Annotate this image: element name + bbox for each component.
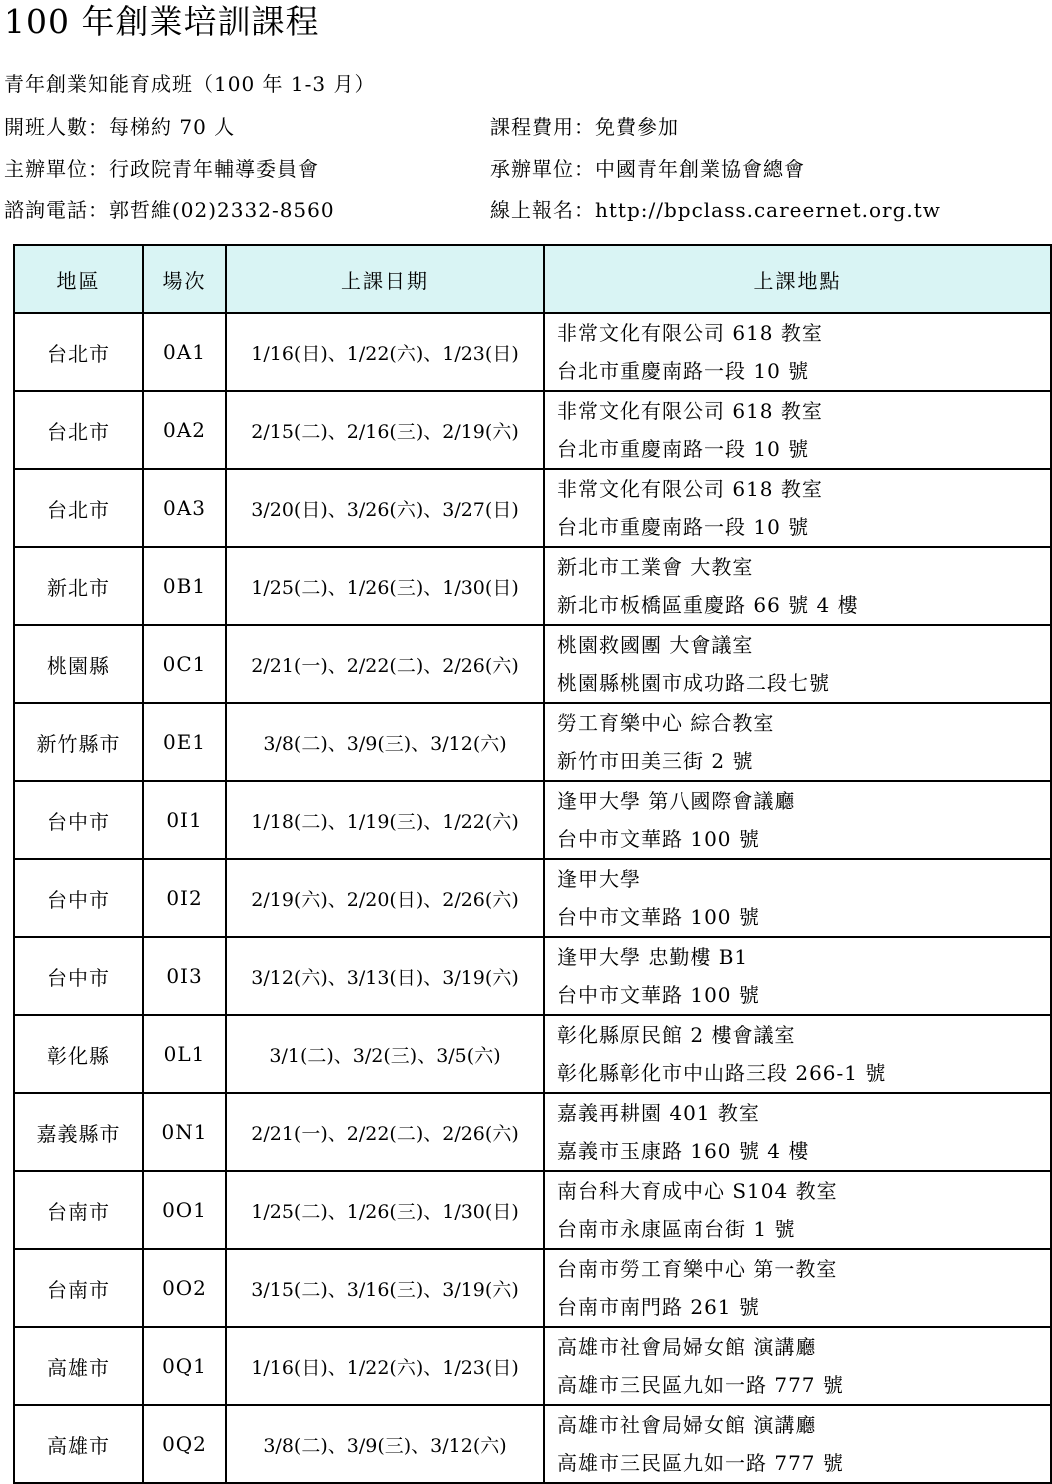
location-cell: [544, 313, 1051, 391]
region-cell: 新竹縣市: [14, 703, 143, 781]
table-row: [14, 625, 1051, 703]
table-row: [14, 1405, 1051, 1483]
table-row: [14, 937, 1051, 1015]
page-title: 100 年創業培訓課程: [4, 2, 320, 41]
venue-name: 逢甲大學: [557, 867, 641, 891]
venue-address: 台中市文華路 100 號: [557, 905, 760, 929]
header-session: 場次: [143, 245, 226, 313]
region-cell: 桃園縣: [14, 625, 143, 703]
region-cell: 台北市: [14, 391, 143, 469]
region-cell: 高雄市: [14, 1405, 143, 1483]
location-cell: [544, 1405, 1051, 1483]
session-cell: 0A2: [143, 391, 226, 469]
location-cell: [544, 703, 1051, 781]
phone-info: 諮詢電話：郭哲維(02)2332-8560: [4, 198, 335, 222]
location-cell: [544, 781, 1051, 859]
schedule-table: [13, 244, 1052, 1484]
header-dates: 上課日期: [226, 245, 544, 313]
table-row: [14, 1015, 1051, 1093]
session-cell: 0E1: [143, 703, 226, 781]
region-cell: 台南市: [14, 1171, 143, 1249]
region-cell: 高雄市: [14, 1327, 143, 1405]
course-subtitle: 青年創業知能育成班（100 年 1-3 月）: [4, 72, 376, 96]
session-cell: 0B1: [143, 547, 226, 625]
venue-name: 新北市工業會 大教室: [557, 555, 754, 579]
venue-name: 非常文化有限公司 618 教室: [557, 477, 823, 501]
region-cell: 台中市: [14, 937, 143, 1015]
location-cell: [544, 1171, 1051, 1249]
session-cell: 0Q2: [143, 1405, 226, 1483]
table-row: [14, 1093, 1051, 1171]
session-cell: 0A3: [143, 469, 226, 547]
venue-address: 台中市文華路 100 號: [557, 983, 760, 1007]
location-cell: [544, 1093, 1051, 1171]
venue-address: 新北市板橋區重慶路 66 號 4 樓: [557, 593, 859, 617]
class-size-info: 開班人數：每梯約 70 人: [4, 115, 236, 139]
region-cell: 彰化縣: [14, 1015, 143, 1093]
location-cell: [544, 391, 1051, 469]
session-cell: 0I3: [143, 937, 226, 1015]
dates-cell: 3/15(二)、3/16(三)、3/19(六): [226, 1249, 544, 1327]
table-row: [14, 1171, 1051, 1249]
venue-name: 彰化縣原民館 2 樓會議室: [557, 1023, 796, 1047]
dates-cell: 2/19(六)、2/20(日)、2/26(六): [226, 859, 544, 937]
region-cell: 台北市: [14, 469, 143, 547]
venue-name: 嘉義再耕園 401 教室: [557, 1101, 760, 1125]
venue-address: 高雄市三民區九如一路 777 號: [557, 1451, 844, 1475]
session-cell: 0L1: [143, 1015, 226, 1093]
venue-name: 桃園救國團 大會議室: [557, 633, 754, 657]
location-cell: [544, 547, 1051, 625]
venue-address: 台北市重慶南路一段 10 號: [557, 359, 810, 383]
table-row: [14, 859, 1051, 937]
region-cell: 台中市: [14, 781, 143, 859]
region-cell: 嘉義縣市: [14, 1093, 143, 1171]
location-cell: [544, 937, 1051, 1015]
region-cell: 台中市: [14, 859, 143, 937]
venue-address: 桃園縣桃園市成功路二段七號: [557, 671, 830, 695]
venue-address: 台南市永康區南台街 1 號: [557, 1217, 796, 1241]
venue-address: 台北市重慶南路一段 10 號: [557, 515, 810, 539]
session-cell: 0O2: [143, 1249, 226, 1327]
region-cell: 台南市: [14, 1249, 143, 1327]
location-cell: [544, 469, 1051, 547]
registration-info: 線上報名：http://bpclass.careernet.org.tw: [490, 198, 941, 222]
dates-cell: 2/15(二)、2/16(三)、2/19(六): [226, 391, 544, 469]
region-cell: 台北市: [14, 313, 143, 391]
co-organizer-info: 承辦單位：中國青年創業協會總會: [490, 157, 805, 181]
header-region: 地區: [14, 245, 143, 313]
session-cell: 0A1: [143, 313, 226, 391]
venue-address: 台北市重慶南路一段 10 號: [557, 437, 810, 461]
dates-cell: 2/21(一)、2/22(二)、2/26(六): [226, 1093, 544, 1171]
dates-cell: 1/25(二)、1/26(三)、1/30(日): [226, 1171, 544, 1249]
dates-cell: 1/16(日)、1/22(六)、1/23(日): [226, 1327, 544, 1405]
dates-cell: 2/21(一)、2/22(二)、2/26(六): [226, 625, 544, 703]
location-cell: [544, 1015, 1051, 1093]
session-cell: 0C1: [143, 625, 226, 703]
venue-name: 勞工育樂中心 綜合教室: [557, 711, 775, 735]
venue-address: 台南市南門路 261 號: [557, 1295, 760, 1319]
dates-cell: 3/12(六)、3/13(日)、3/19(六): [226, 937, 544, 1015]
table-row: [14, 1327, 1051, 1405]
venue-name: 南台科大育成中心 S104 教室: [557, 1179, 838, 1203]
venue-address: 高雄市三民區九如一路 777 號: [557, 1373, 844, 1397]
location-cell: [544, 625, 1051, 703]
venue-name: 逢甲大學 忠勤樓 B1: [557, 945, 749, 969]
venue-address: 嘉義市玉康路 160 號 4 樓: [557, 1139, 810, 1163]
venue-address: 彰化縣彰化市中山路三段 266-1 號: [557, 1061, 887, 1085]
venue-name: 非常文化有限公司 618 教室: [557, 399, 823, 423]
dates-cell: 3/8(二)、3/9(三)、3/12(六): [226, 1405, 544, 1483]
venue-address: 台中市文華路 100 號: [557, 827, 760, 851]
venue-name: 高雄市社會局婦女館 演講廳: [557, 1413, 817, 1437]
table-row: [14, 703, 1051, 781]
dates-cell: 1/18(二)、1/19(三)、1/22(六): [226, 781, 544, 859]
table-row: [14, 781, 1051, 859]
session-cell: 0I1: [143, 781, 226, 859]
header-location: 上課地點: [544, 245, 1051, 313]
venue-name: 逢甲大學 第八國際會議廳: [557, 789, 796, 813]
session-cell: 0N1: [143, 1093, 226, 1171]
session-cell: 0I2: [143, 859, 226, 937]
dates-cell: 3/8(二)、3/9(三)、3/12(六): [226, 703, 544, 781]
venue-address: 新竹市田美三街 2 號: [557, 749, 754, 773]
location-cell: [544, 1327, 1051, 1405]
table-row: [14, 469, 1051, 547]
table-row: [14, 391, 1051, 469]
venue-name: 非常文化有限公司 618 教室: [557, 321, 823, 345]
session-cell: 0O1: [143, 1171, 226, 1249]
table-row: [14, 1249, 1051, 1327]
dates-cell: 1/16(日)、1/22(六)、1/23(日): [226, 313, 544, 391]
fee-info: 課程費用：免費參加: [490, 115, 679, 139]
table-row: [14, 547, 1051, 625]
table-header-row: [14, 245, 1051, 313]
dates-cell: 3/20(日)、3/26(六)、3/27(日): [226, 469, 544, 547]
table-row: [14, 313, 1051, 391]
location-cell: [544, 1249, 1051, 1327]
dates-cell: 3/1(二)、3/2(三)、3/5(六): [226, 1015, 544, 1093]
venue-name: 台南市勞工育樂中心 第一教室: [557, 1257, 838, 1281]
location-cell: [544, 859, 1051, 937]
dates-cell: 1/25(二)、1/26(三)、1/30(日): [226, 547, 544, 625]
session-cell: 0Q1: [143, 1327, 226, 1405]
region-cell: 新北市: [14, 547, 143, 625]
organizer-info: 主辦單位：行政院青年輔導委員會: [4, 157, 319, 181]
venue-name: 高雄市社會局婦女館 演講廳: [557, 1335, 817, 1359]
